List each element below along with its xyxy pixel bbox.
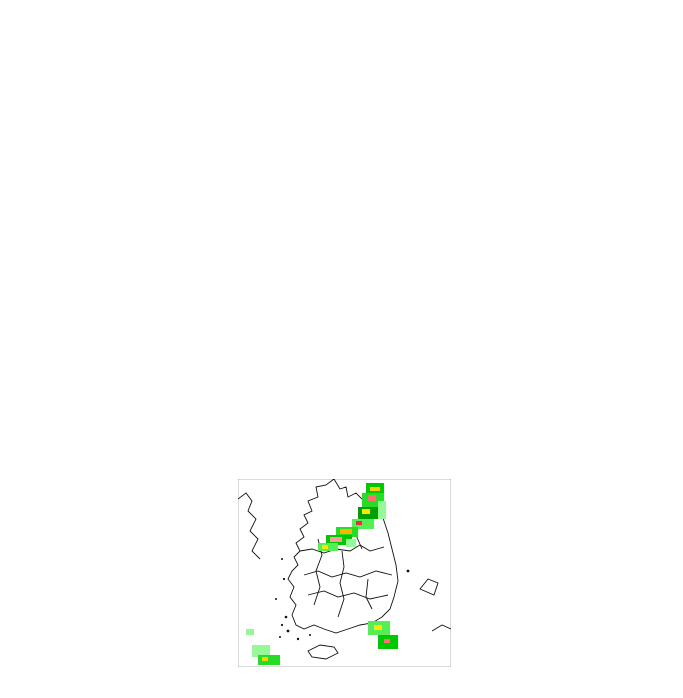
radar-map [238,479,451,667]
radar-image [238,467,451,667]
close-button[interactable] [662,2,678,18]
radar-header [238,467,451,479]
